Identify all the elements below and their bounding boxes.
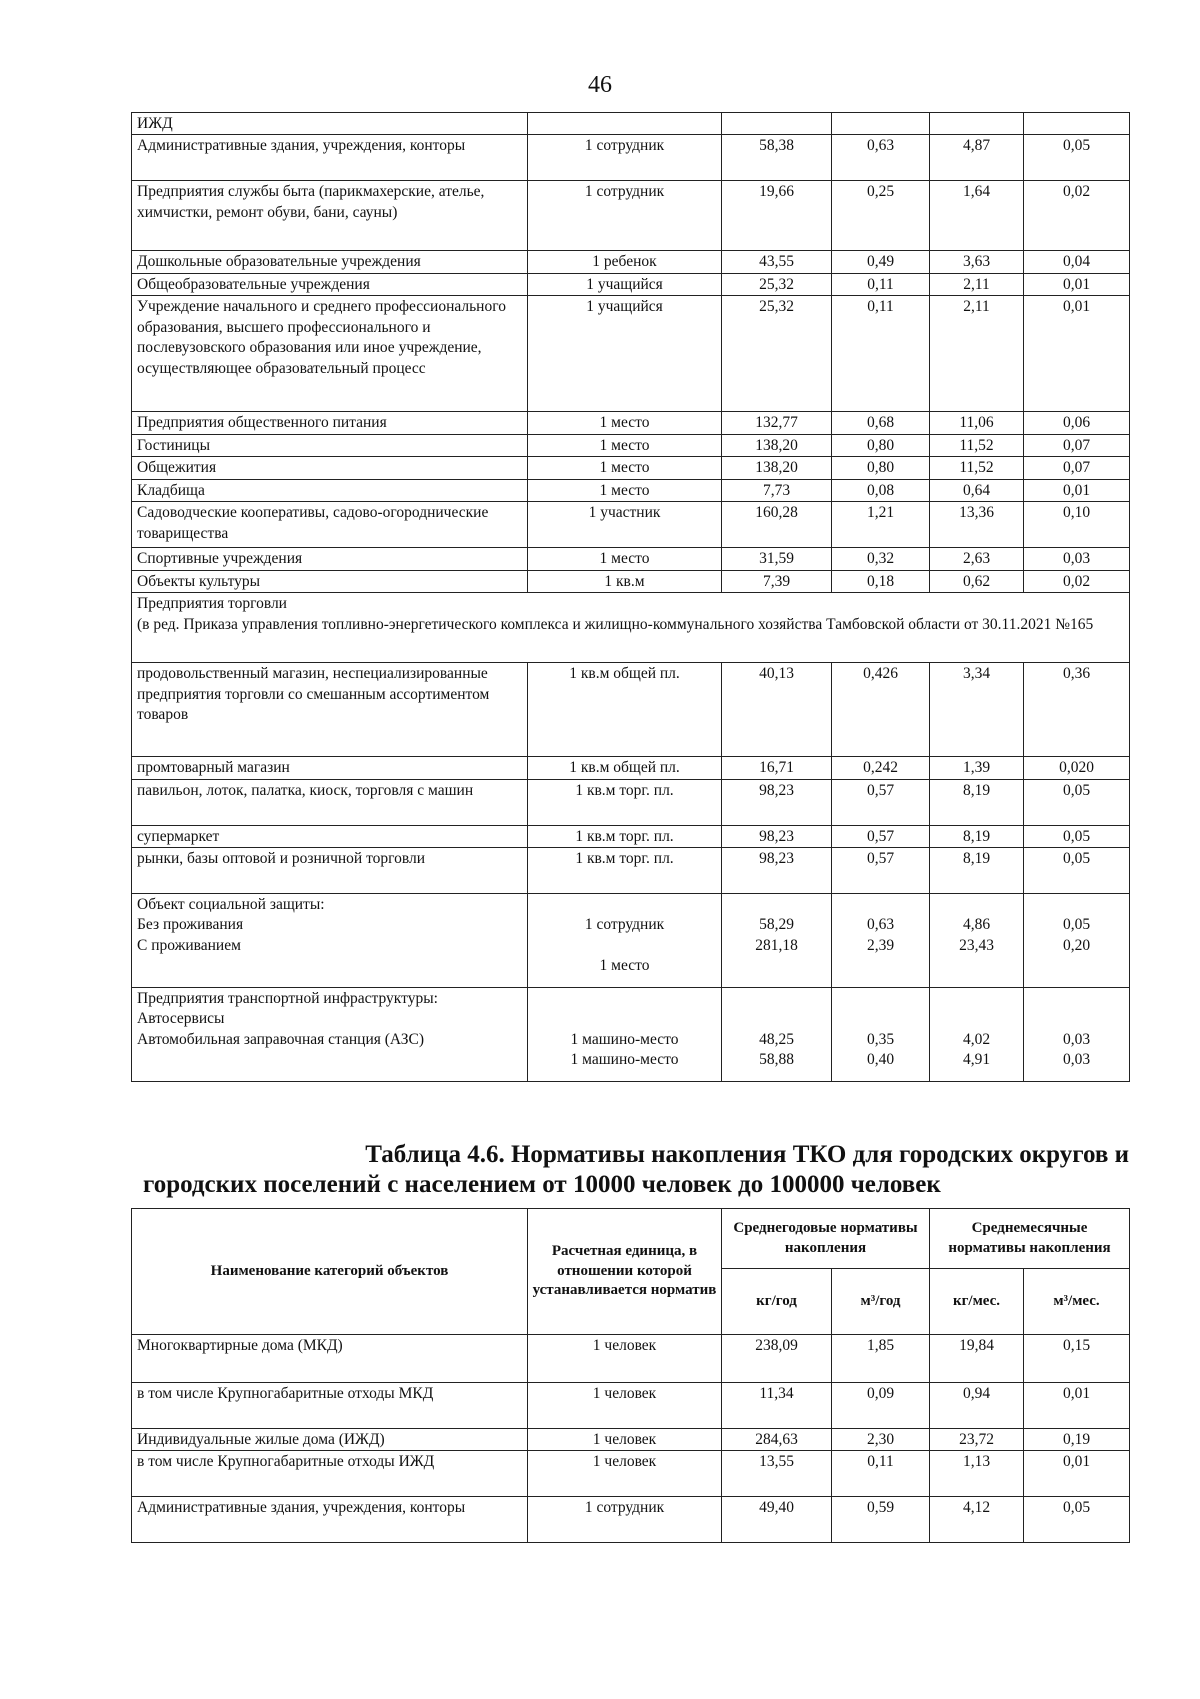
table-row — [132, 457, 1130, 479]
m3-month-cell: 0,02 — [1024, 181, 1130, 251]
unit-cell: 1 человек — [528, 1451, 722, 1497]
kg-year-cell: 48,25 58,88 — [722, 987, 832, 1081]
unit-cell: 1 место — [528, 479, 722, 501]
category-name: Общежития — [132, 457, 528, 479]
m3-month-cell: 0,01 — [1024, 479, 1130, 501]
m3-year-cell: 0,80 — [832, 457, 930, 479]
kg-year-cell: 238,09 — [722, 1335, 832, 1383]
header-annual-norms: Среднегодовые нормативы накопления — [722, 1209, 930, 1269]
table-caption — [143, 1140, 1129, 1200]
table-row — [132, 502, 1130, 548]
table-row — [132, 479, 1130, 501]
m3-year-cell: 0,242 — [832, 757, 930, 779]
m3-year-cell: 0,63 2,39 — [832, 893, 930, 987]
table-body — [132, 113, 1130, 1082]
kg-month-cell: 13,36 — [930, 502, 1024, 548]
kg-month-cell: 1,39 — [930, 757, 1024, 779]
kg-year-cell: 16,71 — [722, 757, 832, 779]
kg-month-cell: 23,72 — [930, 1429, 1024, 1451]
m3-year-cell: 0,426 — [832, 663, 930, 757]
unit-cell: 1 сотрудник 1 место — [528, 893, 722, 987]
category-name: в том числе Крупногабаритные отходы ИЖД — [132, 1451, 528, 1497]
kg-month-cell: 0,64 — [930, 479, 1024, 501]
m3-month-cell: 0,020 — [1024, 757, 1130, 779]
waste-norms-table-4-6 — [131, 1208, 1130, 1543]
caption-line-1: Таблица 4.6. Нормативы накопления ТКО для городских округов и — [365, 1141, 1129, 1168]
header-m3-year: м³/год — [832, 1269, 930, 1335]
m3-year-cell: 0,80 — [832, 434, 930, 456]
kg-month-cell: 4,86 23,43 — [930, 893, 1024, 987]
kg-month-cell: 1,64 — [930, 181, 1024, 251]
kg-month-cell: 8,19 — [930, 779, 1024, 825]
kg-year-cell: 132,77 — [722, 412, 832, 434]
m3-month-cell: 0,05 0,20 — [1024, 893, 1130, 987]
category-name: Гостиницы — [132, 434, 528, 456]
table-row — [132, 135, 1130, 181]
table-row — [132, 1451, 1130, 1497]
table-row — [132, 779, 1130, 825]
unit-cell: 1 сотрудник — [528, 1497, 722, 1543]
table-row — [132, 1383, 1130, 1429]
m3-year-cell: 0,11 — [832, 273, 930, 295]
kg-month-cell: 8,19 — [930, 825, 1024, 847]
category-name: Административные здания, учреждения, конторы — [132, 1497, 528, 1543]
m3-month-cell: 0,05 — [1024, 825, 1130, 847]
table-row — [132, 434, 1130, 456]
unit-cell: 1 сотрудник — [528, 135, 722, 181]
category-name: Объекты культуры — [132, 570, 528, 592]
m3-month-cell — [1024, 113, 1130, 135]
kg-year-cell: 25,32 — [722, 296, 832, 412]
waste-norms-table-continued — [131, 112, 1130, 1082]
category-name: Кладбища — [132, 479, 528, 501]
unit-cell — [528, 113, 722, 135]
kg-year-cell: 19,66 — [722, 181, 832, 251]
category-name: Объект социальной защиты: Без проживания С проживанием — [132, 893, 528, 987]
m3-month-cell: 0,36 — [1024, 663, 1130, 757]
category-name: Учреждение начального и среднего профессионального образования, высшего профессионального и послевузовского образования или иное учреждение, осуществляющее образовательный процесс — [132, 296, 528, 412]
kg-year-cell: 98,23 — [722, 825, 832, 847]
m3-year-cell: 0,57 — [832, 847, 930, 893]
unit-cell: 1 место — [528, 412, 722, 434]
m3-year-cell: 0,63 — [832, 135, 930, 181]
unit-cell: 1 человек — [528, 1383, 722, 1429]
table-row — [132, 1335, 1130, 1383]
kg-month-cell — [930, 113, 1024, 135]
header-unit: Расчетная единица, в отношении которой устанавливается норматив — [528, 1209, 722, 1335]
unit-cell: 1 кв.м — [528, 570, 722, 592]
header-kg-year: кг/год — [722, 1269, 832, 1335]
kg-year-cell: 25,32 — [722, 273, 832, 295]
m3-month-cell: 0,01 — [1024, 1451, 1130, 1497]
kg-year-cell: 40,13 — [722, 663, 832, 757]
category-name: Административные здания, учреждения, конторы — [132, 135, 528, 181]
m3-year-cell — [832, 113, 930, 135]
table-row — [132, 548, 1130, 570]
m3-year-cell: 0,59 — [832, 1497, 930, 1543]
table-row — [132, 296, 1130, 412]
unit-cell: 1 кв.м торг. пл. — [528, 779, 722, 825]
unit-cell: 1 кв.м общей пл. — [528, 663, 722, 757]
page-number: 46 — [588, 72, 612, 98]
m3-month-cell: 0,05 — [1024, 1497, 1130, 1543]
unit-cell: 1 место — [528, 434, 722, 456]
kg-year-cell: 138,20 — [722, 434, 832, 456]
category-name: Предприятия транспортной инфраструктуры: Автосервисы Автомобильная заправочная станция (АЗС) — [132, 987, 528, 1081]
m3-year-cell: 0,32 — [832, 548, 930, 570]
kg-month-cell: 0,62 — [930, 570, 1024, 592]
trade-section-header: Предприятия торговли (в ред. Приказа управления топливно-энергетического комплекса и жилищно-коммунального хозяйства Тамбовской области от 30.11.2021 №165 — [132, 593, 1130, 663]
m3-year-cell: 0,49 — [832, 251, 930, 273]
kg-month-cell: 0,94 — [930, 1383, 1024, 1429]
m3-month-cell: 0,07 — [1024, 457, 1130, 479]
kg-year-cell: 160,28 — [722, 502, 832, 548]
kg-year-cell: 49,40 — [722, 1497, 832, 1543]
category-name: Садоводческие кооперативы, садово-огороднические товарищества — [132, 502, 528, 548]
table-row — [132, 1497, 1130, 1543]
m3-year-cell: 0,25 — [832, 181, 930, 251]
m3-month-cell: 0,05 — [1024, 135, 1130, 181]
m3-month-cell: 0,04 — [1024, 251, 1130, 273]
m3-month-cell: 0,03 — [1024, 548, 1130, 570]
table-row — [132, 273, 1130, 295]
unit-cell: 1 учащийся — [528, 273, 722, 295]
kg-month-cell: 8,19 — [930, 847, 1024, 893]
kg-year-cell: 7,73 — [722, 479, 832, 501]
category-name: супермаркет — [132, 825, 528, 847]
table-row — [132, 181, 1130, 251]
kg-year-cell: 284,63 — [722, 1429, 832, 1451]
table-row — [132, 663, 1130, 757]
category-name: промтоварный магазин — [132, 757, 528, 779]
m3-year-cell: 0,35 0,40 — [832, 987, 930, 1081]
m3-month-cell: 0,01 — [1024, 1383, 1130, 1429]
kg-year-cell: 98,23 — [722, 847, 832, 893]
table-row — [132, 847, 1130, 893]
table-row — [132, 893, 1130, 987]
table-header — [132, 1209, 1130, 1335]
unit-cell: 1 место — [528, 457, 722, 479]
kg-year-cell: 31,59 — [722, 548, 832, 570]
header-category-name: Наименование категорий объектов — [132, 1209, 528, 1335]
category-name: Предприятия службы быта (парикмахерские, ателье, химчистки, ремонт обуви, бани, сауны) — [132, 181, 528, 251]
m3-month-cell: 0,05 — [1024, 779, 1130, 825]
kg-year-cell: 43,55 — [722, 251, 832, 273]
category-name: Предприятия общественного питания — [132, 412, 528, 434]
table-row — [132, 113, 1130, 135]
category-name: Индивидуальные жилые дома (ИЖД) — [132, 1429, 528, 1451]
kg-month-cell: 11,06 — [930, 412, 1024, 434]
m3-year-cell: 0,68 — [832, 412, 930, 434]
kg-year-cell: 58,29 281,18 — [722, 893, 832, 987]
table-body — [132, 1335, 1130, 1543]
m3-year-cell: 1,21 — [832, 502, 930, 548]
m3-year-cell: 0,57 — [832, 825, 930, 847]
category-name: в том числе Крупногабаритные отходы МКД — [132, 1383, 528, 1429]
kg-year-cell — [722, 113, 832, 135]
category-name: рынки, базы оптовой и розничной торговли — [132, 847, 528, 893]
table-row — [132, 251, 1130, 273]
category-name: Спортивные учреждения — [132, 548, 528, 570]
unit-cell: 1 участник — [528, 502, 722, 548]
m3-year-cell: 0,57 — [832, 779, 930, 825]
kg-month-cell: 19,84 — [930, 1335, 1024, 1383]
kg-month-cell: 11,52 — [930, 457, 1024, 479]
kg-month-cell: 4,02 4,91 — [930, 987, 1024, 1081]
unit-cell: 1 кв.м торг. пл. — [528, 847, 722, 893]
kg-month-cell: 2,63 — [930, 548, 1024, 570]
table-row — [132, 757, 1130, 779]
m3-year-cell: 1,85 — [832, 1335, 930, 1383]
section-header-row — [132, 593, 1130, 663]
table-row — [132, 987, 1130, 1081]
kg-month-cell: 3,34 — [930, 663, 1024, 757]
table-row — [132, 412, 1130, 434]
m3-month-cell: 0,19 — [1024, 1429, 1130, 1451]
kg-month-cell: 1,13 — [930, 1451, 1024, 1497]
m3-year-cell: 0,09 — [832, 1383, 930, 1429]
kg-year-cell: 58,38 — [722, 135, 832, 181]
kg-month-cell: 4,12 — [930, 1497, 1024, 1543]
unit-cell: 1 кв.м общей пл. — [528, 757, 722, 779]
m3-year-cell: 0,08 — [832, 479, 930, 501]
m3-month-cell: 0,05 — [1024, 847, 1130, 893]
category-name: продовольственный магазин, неспециализированные предприятия торговли со смешанным ассортиментом товаров — [132, 663, 528, 757]
m3-year-cell: 0,11 — [832, 296, 930, 412]
m3-year-cell: 0,18 — [832, 570, 930, 592]
unit-cell: 1 кв.м торг. пл. — [528, 825, 722, 847]
unit-cell: 1 учащийся — [528, 296, 722, 412]
unit-cell: 1 машино-место 1 машино-место — [528, 987, 722, 1081]
m3-month-cell: 0,01 — [1024, 296, 1130, 412]
m3-month-cell: 0,01 — [1024, 273, 1130, 295]
category-name: Многоквартирные дома (МКД) — [132, 1335, 528, 1383]
m3-month-cell: 0,02 — [1024, 570, 1130, 592]
table-row — [132, 1429, 1130, 1451]
m3-month-cell: 0,07 — [1024, 434, 1130, 456]
caption-line-2: городских поселений с населением от 10000 человек до 100000 человек — [143, 1171, 941, 1198]
unit-cell: 1 ребенок — [528, 251, 722, 273]
header-m3-month: м³/мес. — [1024, 1269, 1130, 1335]
unit-cell: 1 сотрудник — [528, 181, 722, 251]
category-name: Общеобразовательные учреждения — [132, 273, 528, 295]
m3-month-cell: 0,03 0,03 — [1024, 987, 1130, 1081]
m3-month-cell: 0,06 — [1024, 412, 1130, 434]
kg-year-cell: 13,55 — [722, 1451, 832, 1497]
table-row — [132, 570, 1130, 592]
kg-year-cell: 11,34 — [722, 1383, 832, 1429]
category-name: павильон, лоток, палатка, киоск, торговля с машин — [132, 779, 528, 825]
kg-month-cell: 2,11 — [930, 296, 1024, 412]
m3-year-cell: 2,30 — [832, 1429, 930, 1451]
header-monthly-norms: Среднемесячные нормативы накопления — [930, 1209, 1130, 1269]
kg-year-cell: 7,39 — [722, 570, 832, 592]
kg-year-cell: 98,23 — [722, 779, 832, 825]
unit-cell: 1 место — [528, 548, 722, 570]
kg-year-cell: 138,20 — [722, 457, 832, 479]
kg-month-cell: 11,52 — [930, 434, 1024, 456]
table-row — [132, 825, 1130, 847]
kg-month-cell: 4,87 — [930, 135, 1024, 181]
m3-month-cell: 0,10 — [1024, 502, 1130, 548]
m3-month-cell: 0,15 — [1024, 1335, 1130, 1383]
kg-month-cell: 3,63 — [930, 251, 1024, 273]
header-kg-month: кг/мес. — [930, 1269, 1024, 1335]
category-name: ИЖД — [132, 113, 528, 135]
unit-cell: 1 человек — [528, 1335, 722, 1383]
category-name: Дошкольные образовательные учреждения — [132, 251, 528, 273]
kg-month-cell: 2,11 — [930, 273, 1024, 295]
unit-cell: 1 человек — [528, 1429, 722, 1451]
m3-year-cell: 0,11 — [832, 1451, 930, 1497]
